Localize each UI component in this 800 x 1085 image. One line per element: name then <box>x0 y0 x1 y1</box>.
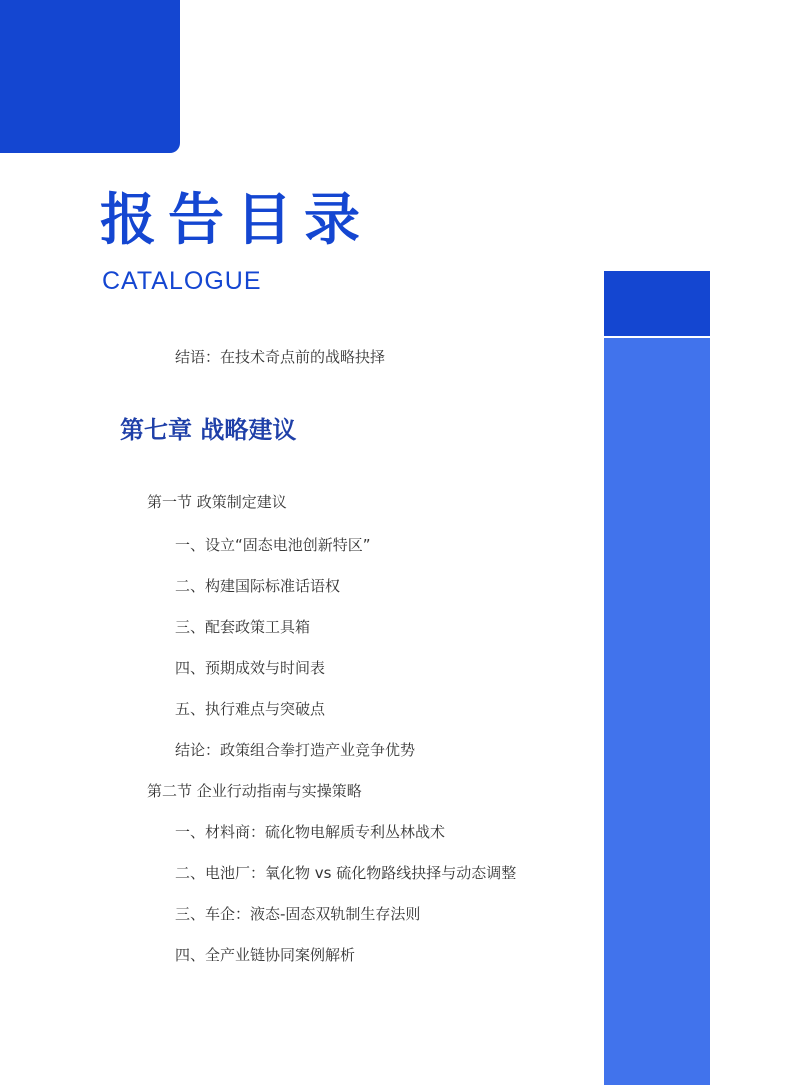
toc-item[interactable]: 三、车企：液态-固态双轨制生存法则 <box>175 905 421 923</box>
toc-item[interactable]: 一、材料商：硫化物电解质专利丛林战术 <box>175 823 446 841</box>
toc-conclusion-prev[interactable]: 结语：在技术奇点前的战略抉择 <box>175 348 386 366</box>
toc-item[interactable]: 四、全产业链协同案例解析 <box>175 946 356 964</box>
page-subtitle: CATALOGUE <box>102 267 262 295</box>
toc-section-2[interactable]: 第二节 企业行动指南与实操策略 <box>147 782 362 800</box>
toc-item[interactable]: 二、电池厂：氧化物 vs 硫化物路线抉择与动态调整 <box>175 864 517 882</box>
toc-item[interactable]: 结论：政策组合拳打造产业竞争优势 <box>175 741 416 759</box>
corner-decoration <box>0 0 180 153</box>
page-title: 报告目录 <box>100 188 372 253</box>
toc-item[interactable]: 五、执行难点与突破点 <box>175 700 326 718</box>
side-bar <box>604 338 710 1085</box>
toc-item[interactable]: 三、配套政策工具箱 <box>175 618 311 636</box>
toc-section-1[interactable]: 第一节 政策制定建议 <box>147 493 287 511</box>
toc-item[interactable]: 二、构建国际标准话语权 <box>175 577 341 595</box>
chapter-heading[interactable]: 第七章 战略建议 <box>120 415 297 444</box>
toc-item[interactable]: 四、预期成效与时间表 <box>175 659 326 677</box>
side-bar-accent <box>604 271 710 336</box>
toc-item[interactable]: 一、设立“固态电池创新特区” <box>175 536 371 554</box>
